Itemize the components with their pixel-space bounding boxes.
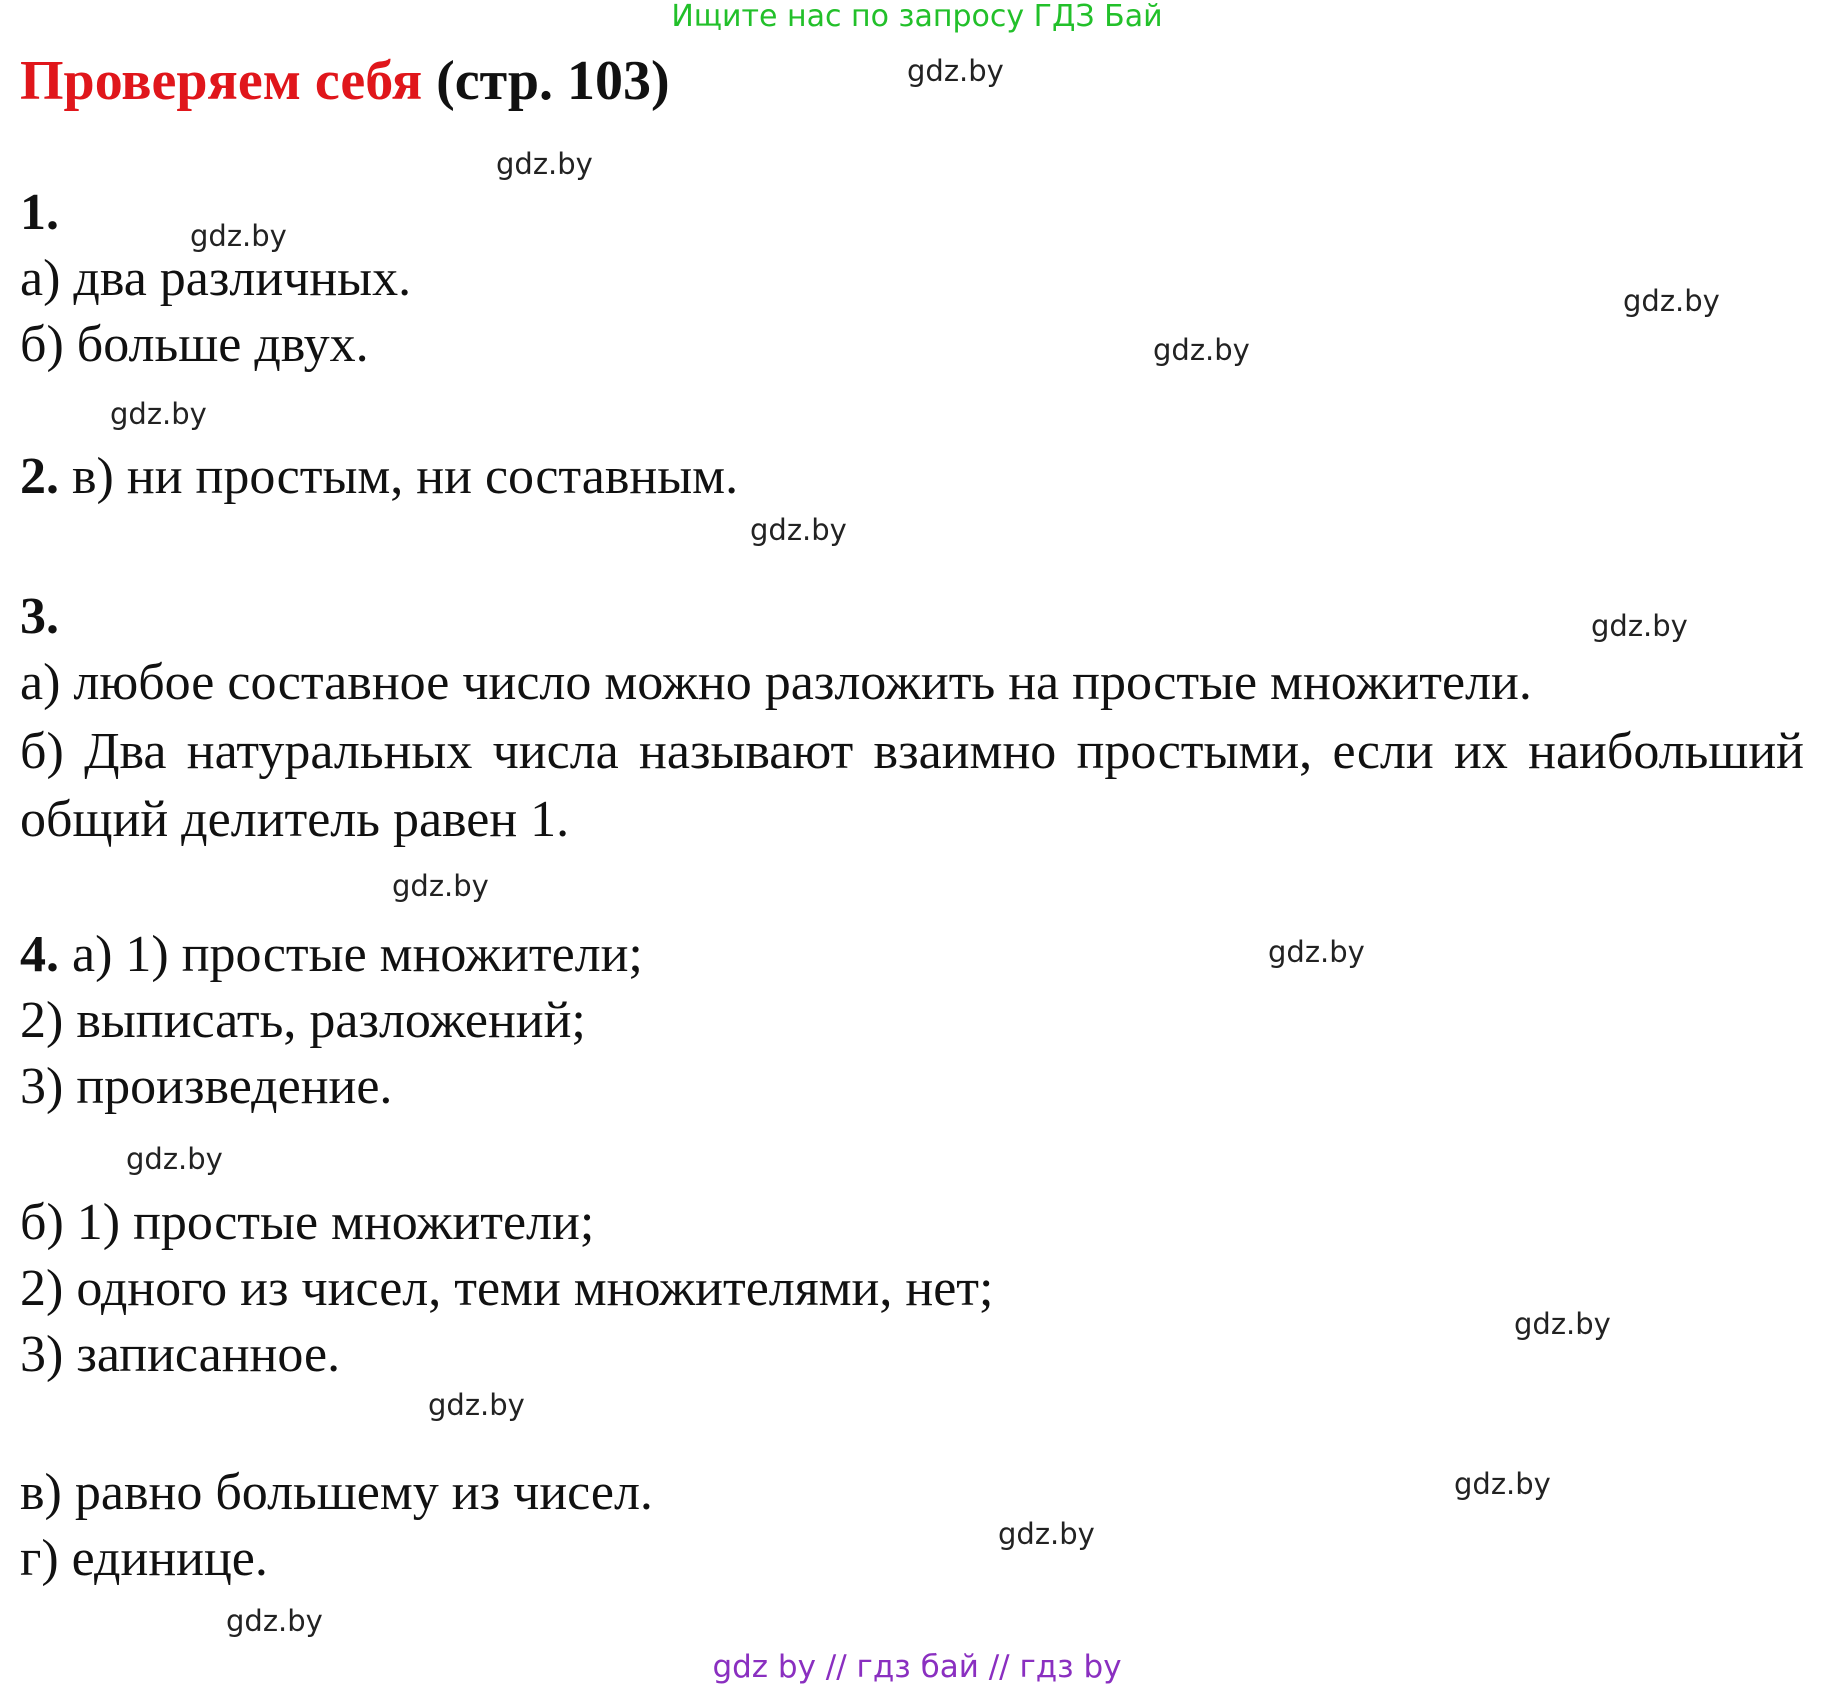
task2-line — [20, 444, 738, 510]
heading-title: Проверяем себя — [20, 50, 423, 112]
watermark: gdz.by — [496, 147, 593, 181]
task4-answer-b2: 2) одного из чисел, теми множителями, нет; — [20, 1260, 994, 1317]
watermark: gdz.by — [1454, 1467, 1551, 1501]
task4-answer-c: в) равно большему из чисел. — [20, 1464, 653, 1521]
page-heading — [20, 46, 670, 116]
task1-number-line — [20, 180, 59, 246]
watermark: gdz.by — [392, 869, 489, 903]
watermark: gdz.by — [907, 54, 1004, 88]
task2-answer: в) ни простым, ни составным. — [59, 448, 739, 505]
task3-number: 3. — [20, 588, 59, 645]
watermark: gdz.by — [1591, 609, 1688, 643]
task4-answer-d: г) единице. — [20, 1530, 268, 1587]
task4-answer-b1: б) 1) простые множители; — [20, 1194, 595, 1251]
watermark: gdz.by — [1514, 1307, 1611, 1341]
watermark: gdz.by — [110, 397, 207, 431]
top-banner: Ищите нас по запросу ГДЗ Бай — [671, 0, 1163, 34]
task4-answer-a3: 3) произведение. — [20, 1058, 393, 1115]
watermark: gdz.by — [226, 1604, 323, 1638]
task2-number: 2. — [20, 448, 59, 505]
task4-number: 4. — [20, 926, 59, 983]
task1-number: 1. — [20, 184, 59, 241]
watermark: gdz.by — [1623, 284, 1720, 318]
watermark: gdz.by — [1153, 333, 1250, 367]
watermark: gdz.by — [126, 1142, 223, 1176]
task3-number-line — [20, 584, 59, 650]
task1-answer-a: а) два различных. — [20, 250, 412, 307]
watermark: gdz.by — [428, 1388, 525, 1422]
task1-answer-b: б) больше двух. — [20, 316, 369, 373]
task4-answer-b3: 3) записанное. — [20, 1326, 341, 1383]
watermark: gdz.by — [190, 219, 287, 253]
watermark: gdz.by — [750, 513, 847, 547]
footer-links: gdz by // гдз бай // гдз by — [712, 1649, 1122, 1685]
task3-answer-b: б) Два натуральных числа называют взаимно простыми, если их наибольший общий делитель равен 1. — [20, 723, 1804, 848]
heading-page-ref: (стр. 103) — [436, 50, 670, 112]
watermark: gdz.by — [1268, 935, 1365, 969]
task4-answer-a2: 2) выписать, разложений; — [20, 992, 586, 1049]
task4-answer-a1: а) 1) простые множители; — [59, 926, 643, 983]
task4-line-a1 — [20, 922, 643, 988]
task3-answer-a: а) любое составное число можно разложить на простые множители. — [20, 654, 1532, 711]
watermark: gdz.by — [998, 1517, 1095, 1551]
